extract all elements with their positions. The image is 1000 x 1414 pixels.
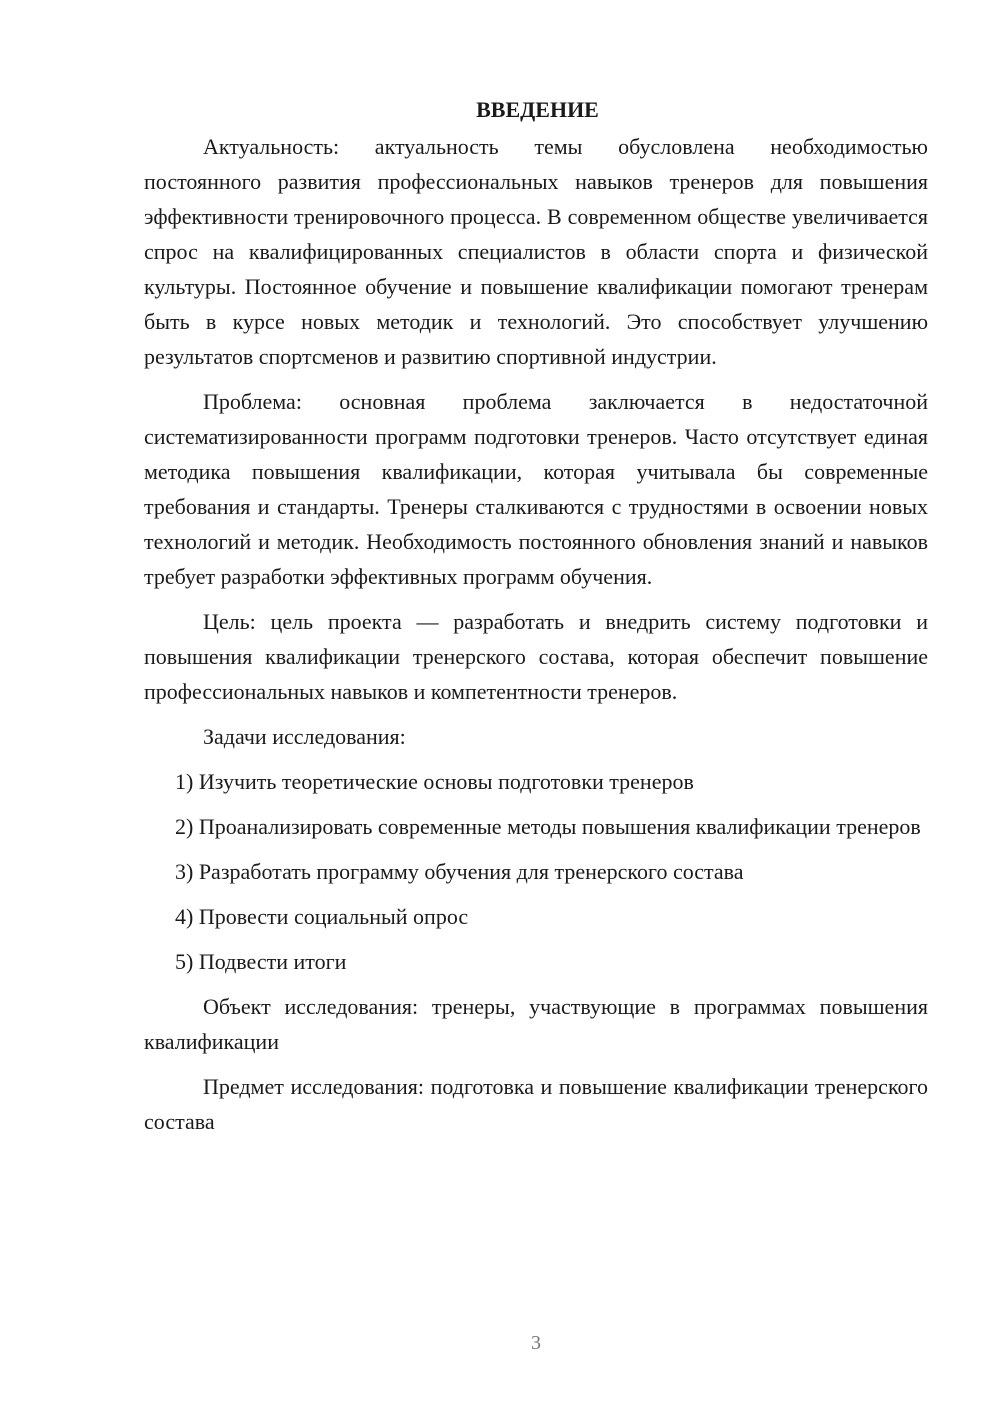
problem-paragraph: Проблема: основная проблема заключается в недостаточной систематизированности программ подготовки тренеров. Часто отсутствует единая методика повышения квалификации, которая учитывала бы современные требования и стандарты. Тренеры сталкиваются с трудностями в освоении новых технологий и методик. Необходимость постоянного обновления знаний и навыков требует разработки эффективных программ обучения. <box>144 389 928 589</box>
object-paragraph: Объект исследования: тренеры, участвующие в программах повышения квалификации <box>144 994 928 1054</box>
subject-paragraph: Предмет исследования: подготовка и повышение квалификации тренерского состава <box>144 1074 928 1134</box>
page-number: 3 <box>531 1332 541 1354</box>
tasks-title: Задачи исследования: <box>203 724 406 749</box>
task-item: 1) Изучить теоретические основы подготовки тренеров <box>175 769 694 794</box>
relevance-paragraph: Актуальность: актуальность темы обусловлена необходимостью постоянного развития профессиональных навыков тренеров для повышения эффективности тренировочного процесса. В современном обществе увеличивается спрос на квалифицированных специалистов в области спорта и физической культуры. Постоянное обучение и повышение квалификации помогают тренерам быть в курсе новых методик и технологий. Это способствует улучшению результатов спортсменов и развитию спортивной индустрии. <box>144 134 928 369</box>
goal-paragraph: Цель: цель проекта — разработать и внедрить систему подготовки и повышения квалификации тренерского состава, которая обеспечит повышение профессиональных навыков и компетентности тренеров. <box>144 609 928 704</box>
document-title: ВВЕДЕНИЕ <box>476 97 599 122</box>
task-item: 3) Разработать программу обучения для тренерского состава <box>175 859 744 884</box>
task-item: 5) Подвести итоги <box>175 949 347 974</box>
task-item: 2) Проанализировать современные методы повышения квалификации тренеров <box>175 814 921 839</box>
document-page <box>144 92 928 1149</box>
task-item: 4) Провести социальный опрос <box>175 904 469 929</box>
